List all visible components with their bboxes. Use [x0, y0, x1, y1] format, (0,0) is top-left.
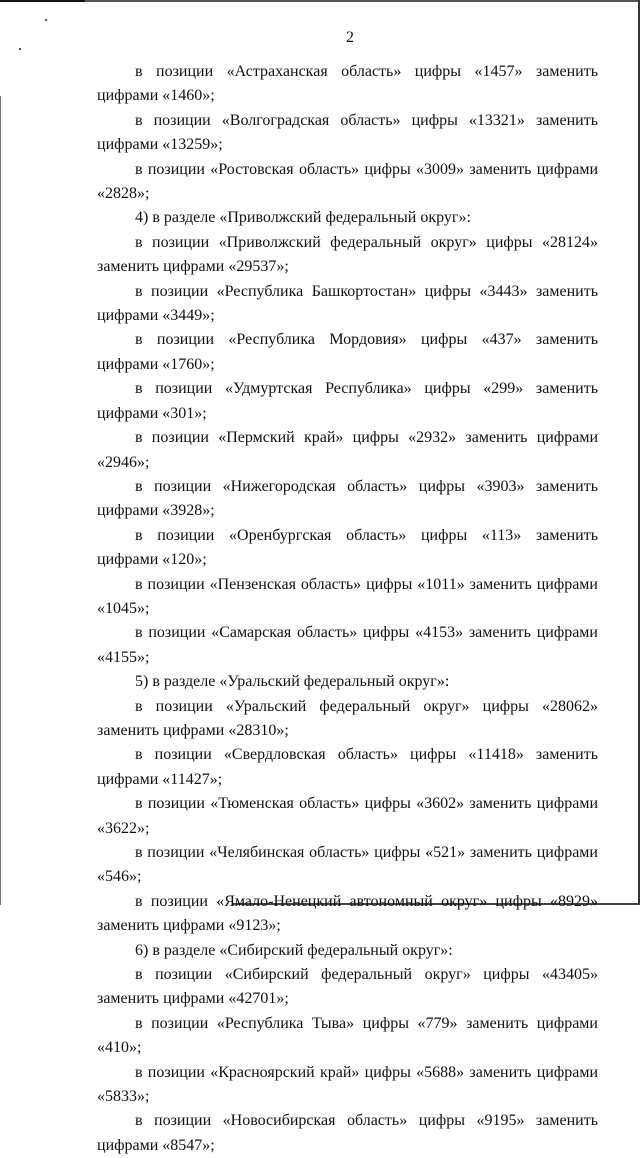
section-heading-ural: 5) в разделе «Уральский федеральный округ»: — [135, 673, 450, 691]
paragraph-chelyabinsk: в позиции «Челябинская область» цифры «521» заменить цифрами «546»; — [97, 844, 598, 886]
scan-edge-top — [0, 0, 640, 2]
paragraph-rostov: в позиции «Ростовская область» цифры «3009» заменить цифрами «2828»; — [97, 160, 598, 203]
document-body — [97, 60, 598, 1158]
paragraph-orenburg: в позиции «Оренбургская область» цифры «113» заменить цифрами «120»; — [97, 526, 598, 569]
paragraph-mordovia: в позиции «Республика Мордовия» цифры «437» заменить цифрами «1760»; — [97, 331, 598, 373]
paragraph-perm: в позиции «Пермский край» цифры «2932» заменить цифрами «2946»; — [97, 429, 598, 471]
paragraph-bashkortostan: в позиции «Республика Башкортостан» цифры «3443» заменить цифрами «3449»; — [97, 282, 598, 325]
page-number: 2 — [346, 29, 354, 46]
paragraph-yamalo-nenets: в позиции «Ямало-Ненецкий автономный округ» цифры «8929» заменить цифрами «9123»; — [97, 892, 598, 935]
paragraph-astrakhan: в позиции «Астраханская область» цифры «1457» заменить цифрами «1460»; — [97, 63, 598, 105]
paragraph-ural-district: в позиции «Уральский федеральный округ» цифры «28062» заменить цифрами «28310»; — [97, 697, 598, 739]
paragraph-nizhny-novgorod: в позиции «Нижегородская область» цифры «3903» заменить цифрами «3928»; — [97, 477, 598, 520]
paragraph-siberian-district: в позиции «Сибирский федеральный округ» цифры «43405» заменить цифрами «42701»; — [97, 966, 598, 1008]
paragraph-krasnoyarsk: в позиции «Красноярский край» цифры «5688» заменить цифрами «5833»; — [97, 1063, 598, 1106]
paragraph-sverdlovsk: в позиции «Свердловская область» цифры «11418» заменить цифрами «11427»; — [97, 746, 598, 788]
paragraph-penza: в позиции «Пензенская область» цифры «1011» заменить цифрами «1045»; — [97, 575, 598, 617]
scan-edge-left — [0, 96, 1, 905]
paragraph-udmurtia: в позиции «Удмуртская Республика» цифры «299» заменить цифрами «301»; — [97, 380, 598, 422]
paragraph-samara: в позиции «Самарская область» цифры «4153» заменить цифрами «4155»; — [97, 624, 598, 666]
paragraph-tyumen: в позиции «Тюменская область» цифры «3602» заменить цифрами «3622»; — [97, 795, 598, 837]
scan-speck — [19, 48, 21, 50]
section-heading-volga: 4) в разделе «Приволжский федеральный округ»: — [135, 209, 471, 227]
scan-speck — [45, 19, 47, 21]
paragraph-volga-district: в позиции «Приволжский федеральный округ» цифры «28124» заменить цифрами «29537»; — [97, 233, 598, 276]
section-heading-siberia: 6) в разделе «Сибирский федеральный округ»: — [135, 941, 453, 959]
paragraph-volgograd: в позиции «Волгоградская область» цифры «13321» заменить цифрами «13259»; — [97, 111, 598, 154]
paragraph-tyva: в позиции «Республика Тыва» цифры «779» заменить цифрами «410»; — [97, 1014, 598, 1057]
paragraph-novosibirsk: в позиции «Новосибирская область» цифры «9195» заменить цифрами «8547»; — [97, 1112, 598, 1154]
